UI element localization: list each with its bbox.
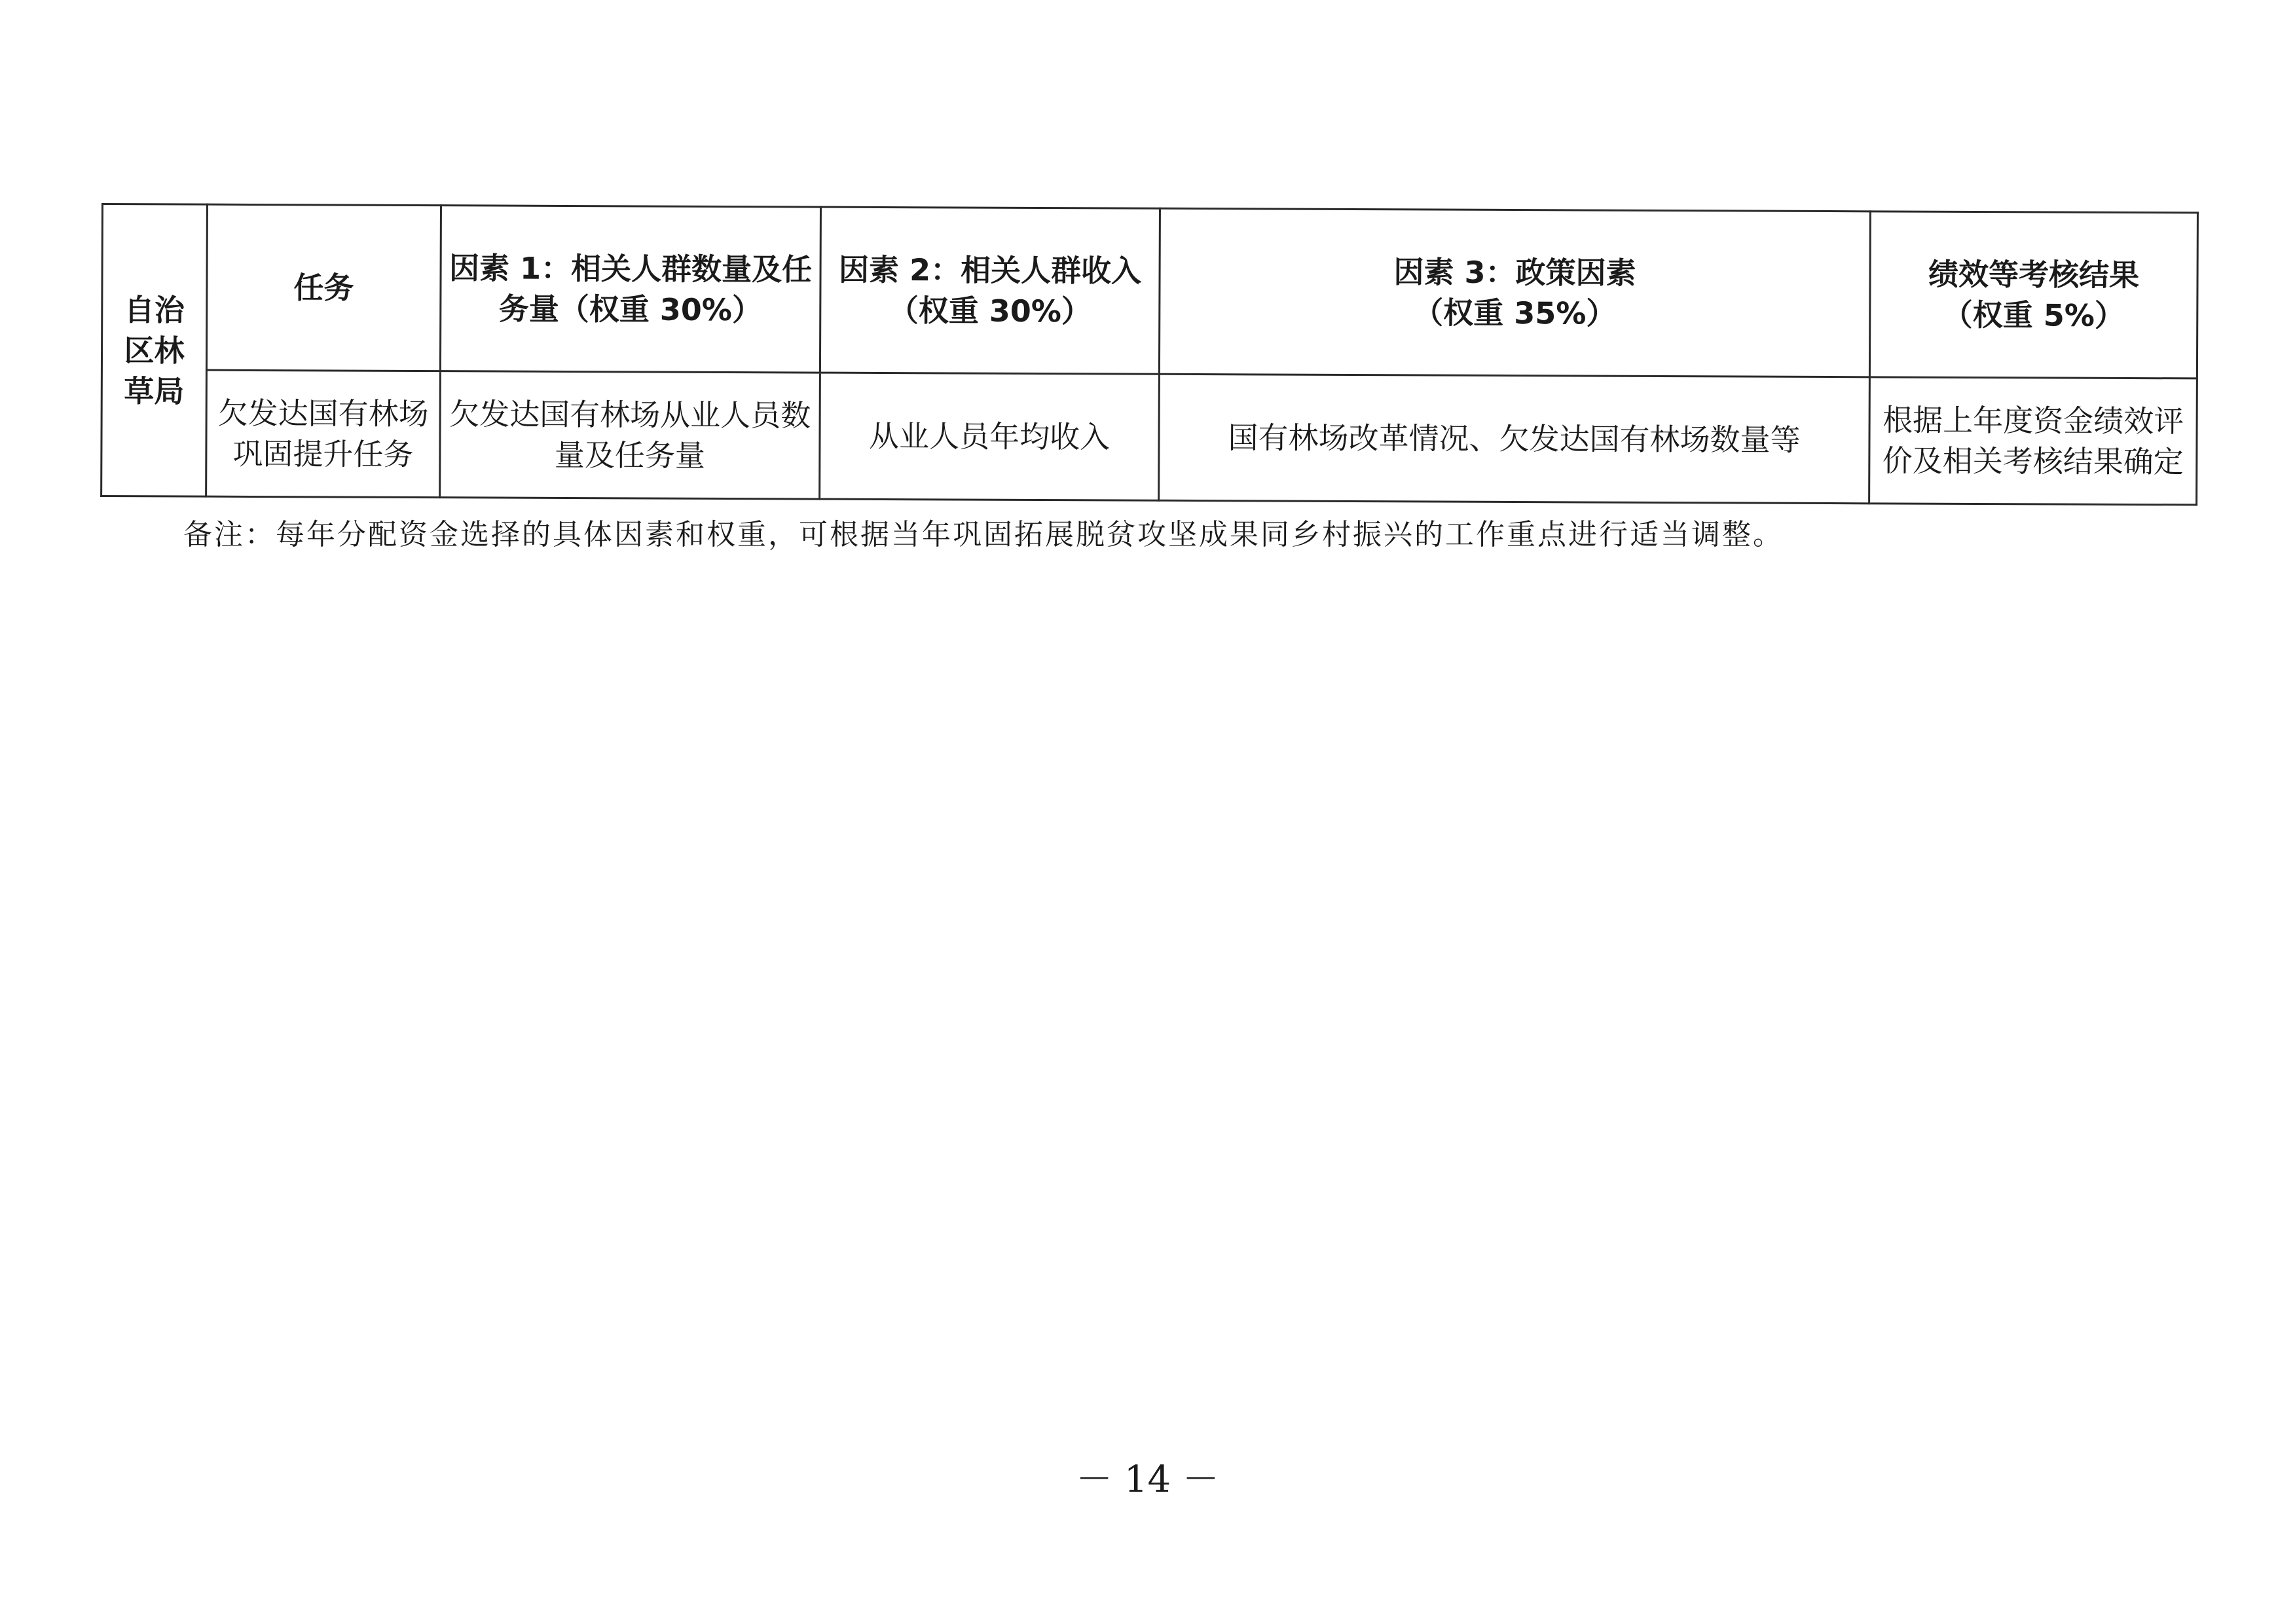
cell-factor1: 欠发达国有林场从业人员数量及任务量 [440, 371, 820, 499]
cell-task: 欠发达国有林场巩固提升任务 [206, 370, 441, 497]
cell-factor3: 国有林场改革情况、欠发达国有林场数量等 [1159, 374, 1870, 504]
header-factor1: 因素 1：相关人群数量及任务量（权重 30%） [440, 206, 820, 373]
header-factor3 [1159, 208, 1870, 377]
cell-factor2: 从业人员年均收入 [820, 373, 1160, 500]
allocation-factor-table [100, 203, 2199, 506]
header-performance-weight: （权重 5%） [1942, 297, 2125, 333]
header-factor3-title: 因素 3：政策因素 [1393, 254, 1636, 291]
table-row [101, 370, 2197, 505]
header-factor3-weight: （权重 35%） [1413, 295, 1617, 331]
header-task: 任务 [206, 204, 441, 371]
department-cell: 自治区林草局 [101, 204, 208, 497]
table-header-row [101, 204, 2197, 378]
header-factor2: 因素 2：相关人群收入（权重 30%） [820, 207, 1160, 374]
cell-performance: 根据上年度资金绩效评价及相关考核结果确定 [1869, 377, 2197, 505]
header-performance [1869, 212, 2197, 378]
page-number: － 14 － [1076, 1458, 1219, 1501]
header-performance-title: 绩效等考核结果 [1928, 256, 2140, 293]
table-note: 备注：每年分配资金选择的具体因素和权重，可根据当年巩固拓展脱贫攻坚成果同乡村振兴的工作重点进行适当调整。 [183, 518, 1784, 551]
